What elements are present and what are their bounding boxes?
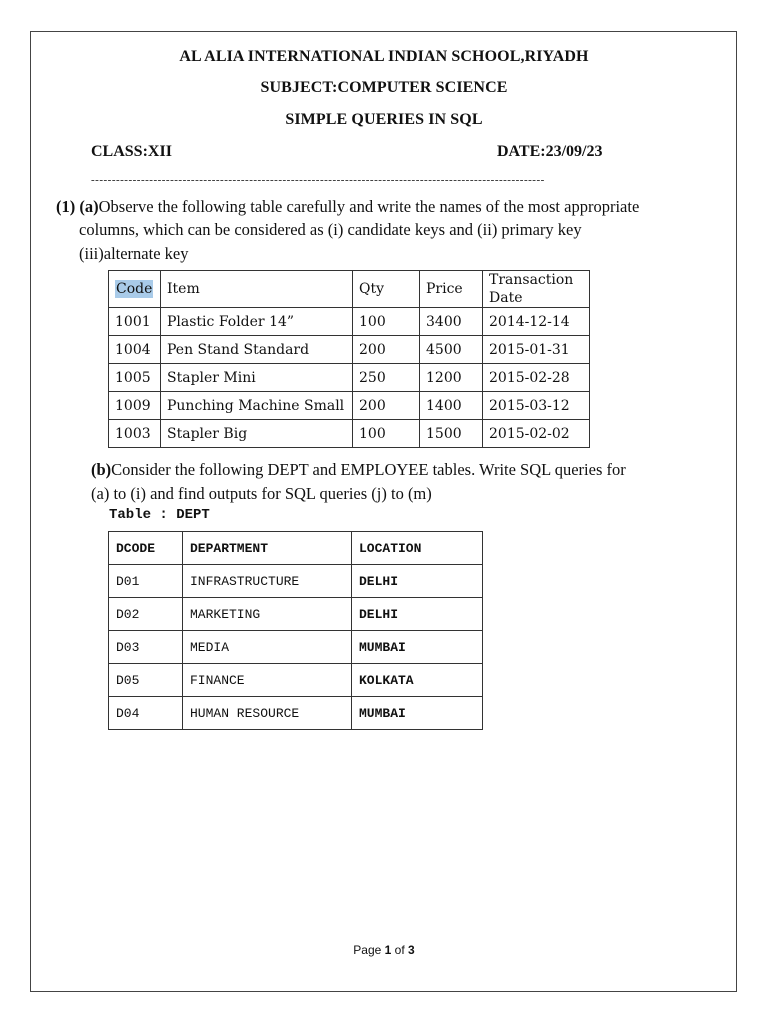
cell-item: Punching Machine Small (161, 392, 353, 420)
cell-qty: 100 (353, 308, 420, 336)
school-name: AL ALIA INTERNATIONAL INDIAN SCHOOL,RIYADH (179, 48, 589, 65)
cell-code: 1009 (109, 392, 161, 420)
cell-qty: 200 (353, 336, 420, 364)
cell-price: 1500 (420, 420, 483, 448)
cell-dcode: D04 (109, 697, 183, 730)
cell-qty: 100 (353, 420, 420, 448)
cell-item: Stapler Mini (161, 364, 353, 392)
table-header-row (109, 271, 590, 308)
cell-price: 4500 (420, 336, 483, 364)
cell-code: 1001 (109, 308, 161, 336)
column-header-transaction-date: Transaction Date (483, 271, 590, 308)
column-header-price: Price (420, 271, 483, 308)
highlighted-code-header: Code (116, 281, 153, 297)
part-b-line1 (91, 460, 626, 480)
page-number: 1 (384, 943, 392, 957)
subject-title: SUBJECT:COMPUTER SCIENCE (260, 79, 508, 96)
table-row (109, 664, 483, 697)
part-a-text-line3: (iii)alternate key (79, 244, 189, 263)
cell-item: Plastic Folder 14” (161, 308, 353, 336)
of-word: of (391, 943, 409, 957)
cell-dcode: D01 (109, 565, 183, 598)
class-label: CLASS:XII (91, 143, 172, 160)
table-row (109, 598, 483, 631)
cell-dcode: D03 (109, 631, 183, 664)
cell-dcode: D02 (109, 598, 183, 631)
cell-price: 1400 (420, 392, 483, 420)
page-word: Page (353, 943, 385, 957)
table-row (109, 631, 483, 664)
dept-table (108, 531, 483, 730)
cell-department: MARKETING (183, 598, 352, 631)
column-header-item: Item (161, 271, 353, 308)
items-table (108, 270, 590, 448)
table-row (109, 420, 590, 448)
cell-price: 1200 (420, 364, 483, 392)
cell-date: 2015-02-28 (483, 364, 590, 392)
table-row (109, 364, 590, 392)
table-row (109, 697, 483, 730)
cell-department: INFRASTRUCTURE (183, 565, 352, 598)
column-header-code (109, 271, 161, 308)
question-number: (1) (56, 197, 76, 216)
column-header-department: DEPARTMENT (183, 532, 352, 565)
cell-department: MEDIA (183, 631, 352, 664)
cell-code: 1005 (109, 364, 161, 392)
column-header-qty: Qty (353, 271, 420, 308)
column-header-location: LOCATION (352, 532, 483, 565)
divider-line: ------------------------------------------------------------------------------------------------------------- (91, 174, 545, 186)
part-a-label: (a) (79, 197, 99, 216)
column-header-dcode: DCODE (109, 532, 183, 565)
cell-location: DELHI (352, 565, 483, 598)
cell-item: Stapler Big (161, 420, 353, 448)
cell-date: 2014-12-14 (483, 308, 590, 336)
dept-table-caption: Table : DEPT (109, 507, 210, 523)
cell-department: FINANCE (183, 664, 352, 697)
question-1a-line1 (56, 197, 639, 217)
table-row (109, 336, 590, 364)
part-b-text-line1: Consider the following DEPT and EMPLOYEE tables. Write SQL queries for (111, 460, 626, 479)
cell-qty: 250 (353, 364, 420, 392)
cell-location: MUMBAI (352, 631, 483, 664)
cell-qty: 200 (353, 392, 420, 420)
cell-location: MUMBAI (352, 697, 483, 730)
part-b-text-line2: (a) to (i) and find outputs for SQL queries (j) to (m) (91, 484, 432, 503)
cell-department: HUMAN RESOURCE (183, 697, 352, 730)
table-row (109, 392, 590, 420)
cell-date: 2015-03-12 (483, 392, 590, 420)
part-b-label: (b) (91, 460, 112, 479)
page-footer (0, 943, 768, 957)
cell-date: 2015-01-31 (483, 336, 590, 364)
cell-location: KOLKATA (352, 664, 483, 697)
dept-header-row (109, 532, 483, 565)
cell-item: Pen Stand Standard (161, 336, 353, 364)
cell-code: 1003 (109, 420, 161, 448)
cell-dcode: D05 (109, 664, 183, 697)
cell-date: 2015-02-02 (483, 420, 590, 448)
topic-title: SIMPLE QUERIES IN SQL (285, 111, 483, 128)
table-row (109, 308, 590, 336)
page-total: 3 (408, 943, 415, 957)
cell-location: DELHI (352, 598, 483, 631)
part-a-text-line2: columns, which can be considered as (i) candidate keys and (ii) primary key (79, 220, 582, 239)
table-row (109, 565, 483, 598)
date-label: DATE:23/09/23 (497, 143, 603, 160)
cell-price: 3400 (420, 308, 483, 336)
part-a-text-line1: Observe the following table carefully and write the names of the most appropriate (98, 197, 640, 216)
cell-code: 1004 (109, 336, 161, 364)
